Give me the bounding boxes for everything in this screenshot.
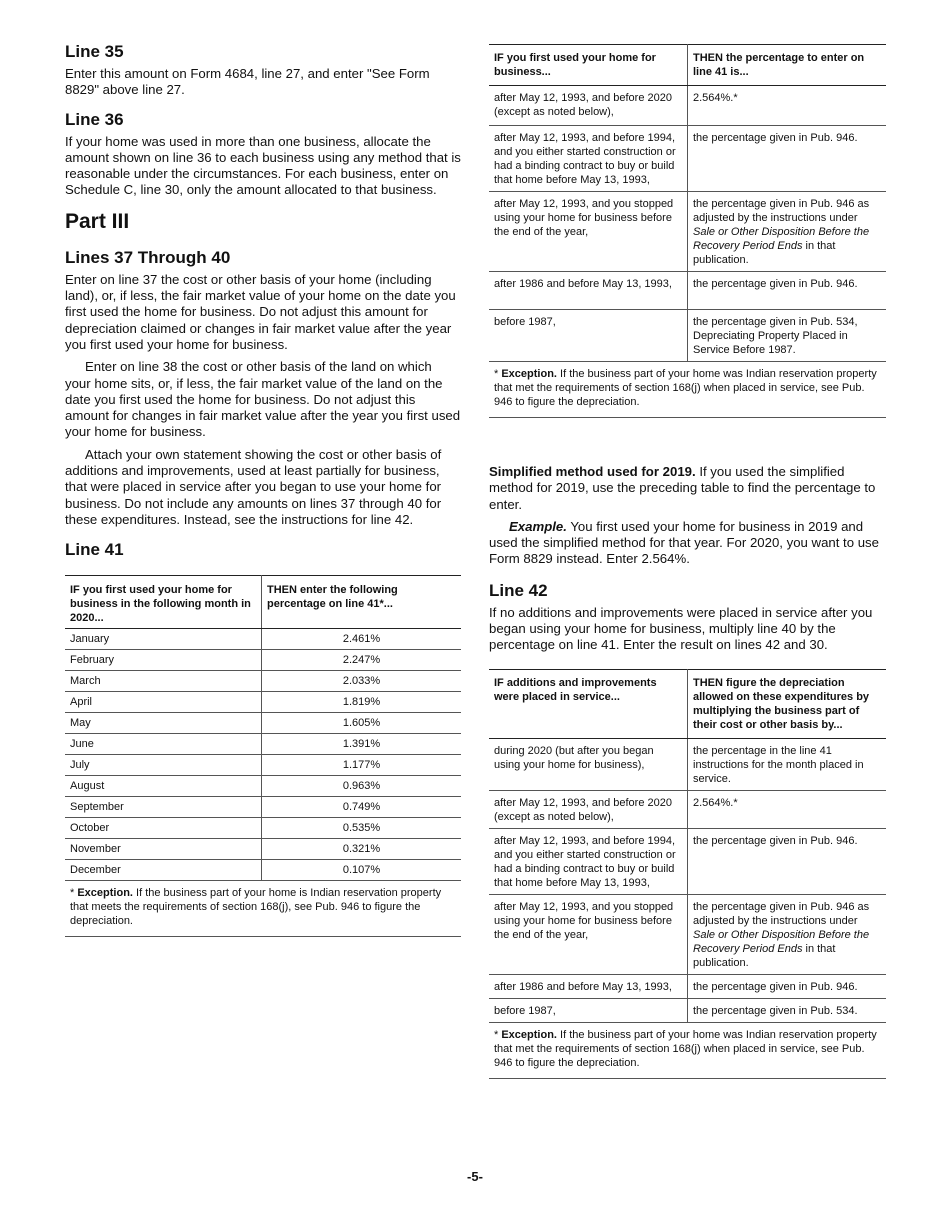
line42-rules-table: [489, 669, 886, 1023]
percentage-cell: 0.963%: [262, 776, 462, 797]
table-row: after May 12, 1993, and before 2020 (except as noted below), 2.564%.*: [489, 86, 886, 126]
percentage-cell: 1.391%: [262, 734, 462, 755]
month-cell: April: [65, 692, 262, 713]
line41-rules-table: [489, 44, 886, 362]
table-footnote: * Exception. If the business part of your home was Indian reservation property that met the requirements of section 168(j) when placed in service, see Pub. 946 to figure the depreciation.: [489, 362, 886, 418]
table-row: [65, 755, 461, 776]
table-row: [65, 734, 461, 755]
table-row: after 1986 and before May 13, 1993, the percentage given in Pub. 946.: [489, 974, 886, 998]
table-row: [65, 839, 461, 860]
percentage-cell: 1.177%: [262, 755, 462, 776]
month-cell: July: [65, 755, 262, 776]
line36-heading: Line 36: [65, 109, 124, 129]
month-cell: October: [65, 818, 262, 839]
table-row: [65, 629, 461, 650]
lines37-40-para1: Enter on line 37 the cost or other basis of your home (including land), or, if less, the fair market value of your home on the date you first used the home for business. Do not adjust this amount for depreciation claimed or changes in fair market value after the year you first used your home for business.: [65, 271, 456, 352]
table-header-row: [65, 576, 461, 629]
right-column: [489, 0, 886, 1079]
line35-text: Enter this amount on Form 4684, line 27, and enter "See Form 8829" above line 27.: [65, 66, 430, 98]
table-row: after 1986 and before May 13, 1993, the percentage given in Pub. 946.: [489, 272, 886, 310]
table-row: after May 12, 1993, and you stopped using your home for business before the end of the year, the percentage given in Pub. 946 as adjusted by the instructions under Sale or Other Disposition Before the Recovery Period Ends in that publication.: [489, 894, 886, 974]
table-header-then: THEN enter the following percentage on line 41*...: [262, 576, 462, 629]
month-cell: February: [65, 650, 262, 671]
month-cell: November: [65, 839, 262, 860]
table-row: [65, 776, 461, 797]
table-row: [65, 713, 461, 734]
percentage-cell: 0.749%: [262, 797, 462, 818]
lines37-40-para3: Attach your own statement showing the cost or other basis of additions and improvements, used at least partially for business, that were placed in service after you began to use your home for business. Do not include any amounts on lines 37 through 40 for these expenditures. Instead, see the instructions for line 42.: [65, 446, 442, 527]
month-cell: January: [65, 629, 262, 650]
table-row: [65, 860, 461, 881]
left-column: [65, 0, 461, 937]
lines37-40-heading: Lines 37 Through 40: [65, 247, 231, 267]
table-row: [65, 650, 461, 671]
page-number: -5-: [467, 1169, 483, 1184]
lines37-40-para2: Enter on line 38 the cost or other basis of the land on which your home sits, or, if less, the fair market value of the land on the date you first used the home for business. Do not adjust this amount for changes in fair market value after the year you first used your home for business.: [65, 359, 461, 440]
table-footnote: * Exception. If the business part of your home was Indian reservation property that met the requirements of section 168(j) when placed in service, see Pub. 946 to figure the depreciation.: [489, 1023, 886, 1079]
percentage-cell: 0.321%: [262, 839, 462, 860]
table-row: after May 12, 1993, and before 2020 (except as noted below), 2.564%.*: [489, 790, 886, 828]
percentage-cell: 2.461%: [262, 629, 462, 650]
table-row: after May 12, 1993, and before 1994, and you either started construction or had a binding contract to buy or build that home before May 13, 1993, the percentage given in Pub. 946.: [489, 126, 886, 192]
percentage-cell: 1.819%: [262, 692, 462, 713]
table-header-then: THEN the percentage to enter on line 41 is...: [688, 45, 887, 86]
month-cell: May: [65, 713, 262, 734]
line35-heading: Line 35: [65, 42, 124, 61]
table-footnote: * Exception. If the business part of your home is Indian reservation property that meets the requirements of section 168(j), see Pub. 946 to figure the depreciation.: [65, 881, 461, 937]
percentage-cell: 2.247%: [262, 650, 462, 671]
table-row: [65, 671, 461, 692]
table-header-then: THEN figure the depreciation allowed on these expenditures by multiplying the business part of their cost or other basis by...: [688, 669, 887, 738]
table-row: [65, 818, 461, 839]
line36-text: If your home was used in more than one business, allocate the amount shown on line 36 to each business using any method that is reasonable under the circumstances. For each business, enter on Schedule C, line 30, only the amount allocated to that business.: [65, 133, 461, 198]
percentage-cell: 0.535%: [262, 818, 462, 839]
table-header-if: IF you first used your home for business...: [489, 45, 688, 86]
table-header-if: IF you first used your home for business in the following month in 2020...: [65, 576, 262, 629]
table-row: after May 12, 1993, and you stopped using your home for business before the end of the year, the percentage given in Pub. 946 as adjusted by the instructions under Sale or Other Disposition Before the Recovery Period Ends in that publication.: [489, 192, 886, 272]
line42-heading: Line 42: [489, 580, 548, 600]
table-row: before 1987, the percentage given in Pub. 534, Depreciating Property Placed in Service Before 1987.: [489, 310, 886, 362]
percentage-cell: 2.033%: [262, 671, 462, 692]
month-cell: June: [65, 734, 262, 755]
month-cell: August: [65, 776, 262, 797]
table-row: [65, 692, 461, 713]
table-header-row: [489, 45, 886, 86]
table-row: after May 12, 1993, and before 1994, and you either started construction or had a binding contract to buy or build that home before May 13, 1993, the percentage given in Pub. 946.: [489, 828, 886, 894]
example-paragraph: Example. You first used your home for business in 2019 and used the simplified method for that year. For 2020, you want to use Form 8829 instead. Enter 2.564%.: [489, 518, 879, 567]
month-cell: December: [65, 860, 262, 881]
month-cell: March: [65, 671, 262, 692]
percentage-cell: 0.107%: [262, 860, 462, 881]
table-header-if: IF additions and improvements were placed in service...: [489, 669, 688, 738]
line41-percentage-table: [65, 575, 461, 881]
table-row: before 1987, the percentage given in Pub. 534.: [489, 998, 886, 1022]
line42-text: If no additions and improvements were placed in service after you began using your home for business, multiply line 40 by the percentage on line 41. Enter the result on lines 42 and 30.: [489, 604, 873, 653]
table-header-row: [489, 669, 886, 738]
percentage-cell: 1.605%: [262, 713, 462, 734]
simplified-method-paragraph: Simplified method used for 2019. If you used the simplified method for 2019, use the preceding table to find the percentage to enter.: [489, 464, 876, 512]
line41-heading: Line 41: [65, 540, 124, 560]
table-row: during 2020 (but after you began using your home for business), the percentage in the line 41 instructions for the month placed in service.: [489, 738, 886, 790]
part3-heading: Part III: [65, 209, 130, 233]
table-row: [65, 797, 461, 818]
month-cell: September: [65, 797, 262, 818]
